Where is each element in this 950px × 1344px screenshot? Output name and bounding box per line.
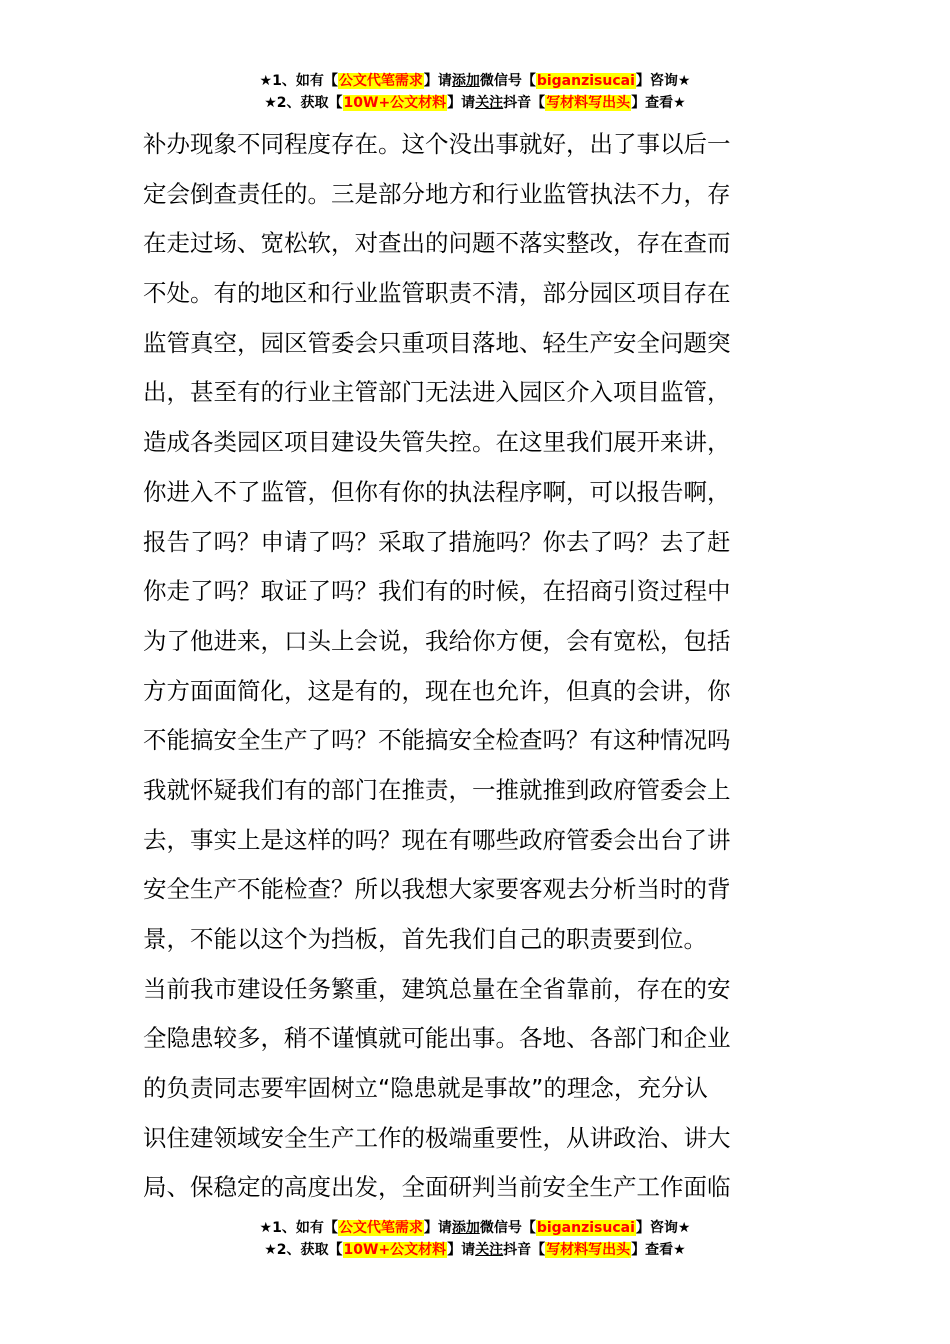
- banner-line-2: [0, 1239, 950, 1261]
- body-line: 定会倒查责任的。三是部分地方和行业监管执法不力，存: [143, 179, 731, 208]
- body-line: 你走了吗？取证了吗？我们有的时候，在招商引资过程中: [143, 577, 731, 606]
- banner-text: ★2、获取【: [264, 95, 343, 111]
- footer-banner: [0, 1217, 950, 1261]
- banner-text: 】请: [423, 1220, 452, 1236]
- body-line: 不能搞安全生产了吗？不能搞安全检查吗？有这种情况吗: [143, 726, 731, 755]
- banner-line-1: [0, 1217, 950, 1239]
- banner-highlight: 10W+公文材料: [343, 95, 447, 111]
- banner-highlight: biganzisucai: [536, 1220, 635, 1236]
- banner-line-2: [0, 92, 950, 114]
- banner-highlight: 10W+公文材料: [343, 1242, 447, 1258]
- banner-text: 】咨询★: [635, 73, 691, 89]
- banner-line-1: [0, 70, 950, 92]
- body-line: 全隐患较多，稍不谨慎就可能出事。各地、各部门和企业: [143, 1024, 731, 1053]
- banner-underline: 关注: [475, 95, 504, 111]
- body-line: 当前我市建设任务繁重，建筑总量在全省靠前，存在的安: [143, 974, 731, 1003]
- banner-text: 抖音【: [503, 1242, 546, 1258]
- body-line: 出，甚至有的行业主管部门无法进入园区介入项目监管，: [143, 378, 731, 407]
- body-line: 造成各类园区项目建设失管失控。在这里我们展开来讲，: [143, 428, 731, 457]
- body-line: 报告了吗？申请了吗？采取了措施吗？你去了吗？去了赶: [143, 527, 731, 556]
- document-body: [143, 120, 813, 1213]
- body-line: 监管真空，园区管委会只重项目落地、轻生产安全问题突: [143, 328, 731, 357]
- banner-text: ★1、如有【: [259, 1220, 338, 1236]
- banner-underline: 关注: [475, 1242, 504, 1258]
- banner-text: 】请: [423, 73, 452, 89]
- banner-text: 】咨询★: [635, 1220, 691, 1236]
- banner-text: ★1、如有【: [259, 73, 338, 89]
- body-line: 识住建领域安全生产工作的极端重要性，从讲政治、讲大: [143, 1123, 731, 1152]
- banner-text: 微信号【: [479, 1220, 536, 1236]
- banner-underline: 添加: [451, 1220, 480, 1236]
- banner-text: 微信号【: [479, 73, 536, 89]
- body-line: 的负责同志要牢固树立“隐患就是事故”的理念，充分认: [143, 1074, 708, 1103]
- banner-highlight: 公文代笔需求: [338, 73, 423, 89]
- body-line: 景，不能以这个为挡板，首先我们自己的职责要到位。: [143, 925, 707, 953]
- body-line: 方方面面简化，这是有的，现在也允许，但真的会讲，你: [143, 676, 731, 705]
- banner-underline: 添加: [451, 73, 480, 89]
- banner-highlight: 写材料写出头: [546, 95, 631, 111]
- body-line: 安全生产不能检查？所以我想大家要客观去分析当时的背: [143, 875, 731, 904]
- banner-highlight: 公文代笔需求: [338, 1220, 423, 1236]
- body-line: 你进入不了监管，但你有你的执法程序啊，可以报告啊，: [143, 477, 731, 506]
- banner-text: 】请: [447, 95, 476, 111]
- body-line: 我就怀疑我们有的部门在推责，一推就推到政府管委会上: [143, 775, 731, 804]
- banner-text: 抖音【: [503, 95, 546, 111]
- body-line: 局、保稳定的高度出发，全面研判当前安全生产工作面临: [143, 1173, 731, 1202]
- body-line: 补办现象不同程度存在。这个没出事就好，出了事以后一: [143, 130, 731, 158]
- banner-text: 】请: [447, 1242, 476, 1258]
- banner-text: ★2、获取【: [264, 1242, 343, 1258]
- body-line: 去，事实上是这样的吗？现在有哪些政府管委会出台了讲: [143, 825, 731, 854]
- banner-highlight: biganzisucai: [536, 73, 635, 89]
- body-line: 不处。有的地区和行业监管职责不清，部分园区项目存在: [143, 279, 731, 308]
- body-line: 在走过场、宽松软，对查出的问题不落实整改，存在查而: [143, 229, 731, 258]
- body-line: 为了他进来，口头上会说，我给你方便，会有宽松，包括: [143, 626, 731, 655]
- banner-highlight: 写材料写出头: [546, 1242, 631, 1258]
- header-banner: [0, 70, 950, 114]
- banner-text: 】查看★: [631, 95, 686, 111]
- banner-text: 】查看★: [631, 1242, 686, 1258]
